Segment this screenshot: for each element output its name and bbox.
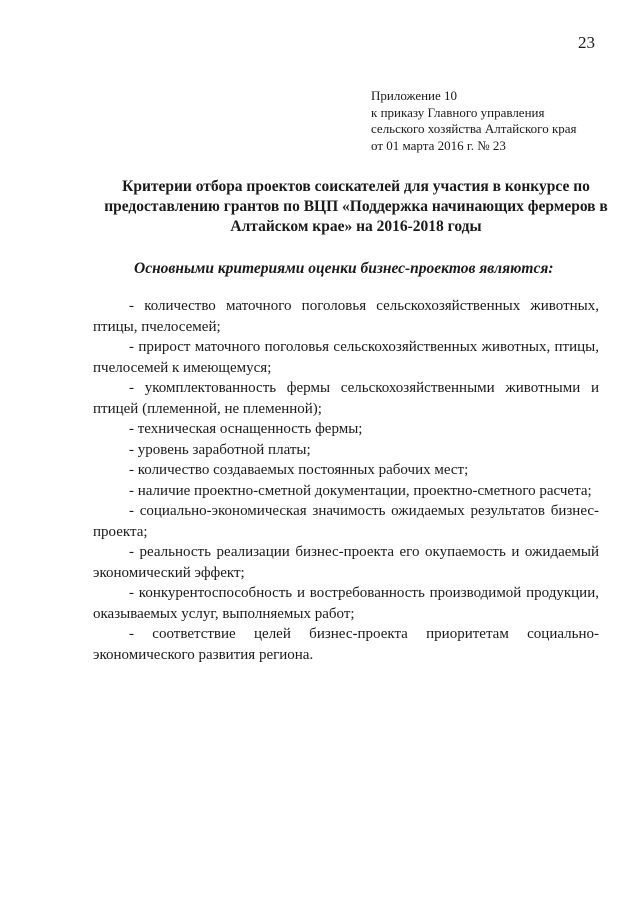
document-title bbox=[88, 177, 624, 237]
criterion-item: - конкурентоспособность и востребованность производимой продукции, оказываемых услуг, выполняемых работ; bbox=[93, 585, 599, 622]
appendix-line: сельского хозяйства Алтайского края bbox=[371, 121, 577, 136]
criterion-item: - укомплектованность фермы сельскохозяйственными животными и птицей (племенной, не племенной); bbox=[93, 380, 599, 417]
criterion-item: - уровень заработной платы; bbox=[129, 441, 311, 458]
appendix-line: от 01 марта 2016 г. № 23 bbox=[371, 137, 506, 153]
appendix-line: к приказу Главного управления bbox=[371, 104, 545, 120]
criterion-item: - прирост маточного поголовья сельскохозяйственных животных, птицы, пчелосемей к имеющемуся; bbox=[93, 339, 599, 376]
criteria-heading: Основными критериями оценки бизнес-проектов являются: bbox=[134, 260, 554, 277]
criterion-item: - социально-экономическая значимость ожидаемых результатов бизнес-проекта; bbox=[93, 503, 599, 540]
criterion-item: - количество создаваемых постоянных рабочих мест; bbox=[129, 462, 469, 478]
criterion-item: - реальность реализации бизнес-проекта его окупаемость и ожидаемый экономический эффект; bbox=[93, 544, 599, 581]
title-line: предоставлению грантов по ВЦП «Поддержка начинающих фермеров в bbox=[104, 198, 608, 215]
title-line: Критерии отбора проектов соискателей для участия в конкурсе по bbox=[122, 178, 590, 195]
page-number: 23 bbox=[578, 33, 595, 52]
appendix-reference bbox=[371, 88, 577, 154]
criterion-item: - количество маточного поголовья сельскохозяйственных животных, птицы, пчелосемей; bbox=[93, 298, 599, 335]
title-line: Алтайском крае» на 2016-2018 годы bbox=[230, 218, 482, 235]
criterion-item: - наличие проектно-сметной документации, проектно-сметного расчета; bbox=[129, 482, 592, 499]
criteria-list bbox=[93, 296, 599, 665]
appendix-line: Приложение 10 bbox=[371, 88, 458, 103]
criterion-item: - соответствие целей бизнес-проекта приоритетам социально-экономического развития региона. bbox=[93, 626, 599, 663]
criterion-item: - техническая оснащенность фермы; bbox=[129, 421, 363, 437]
